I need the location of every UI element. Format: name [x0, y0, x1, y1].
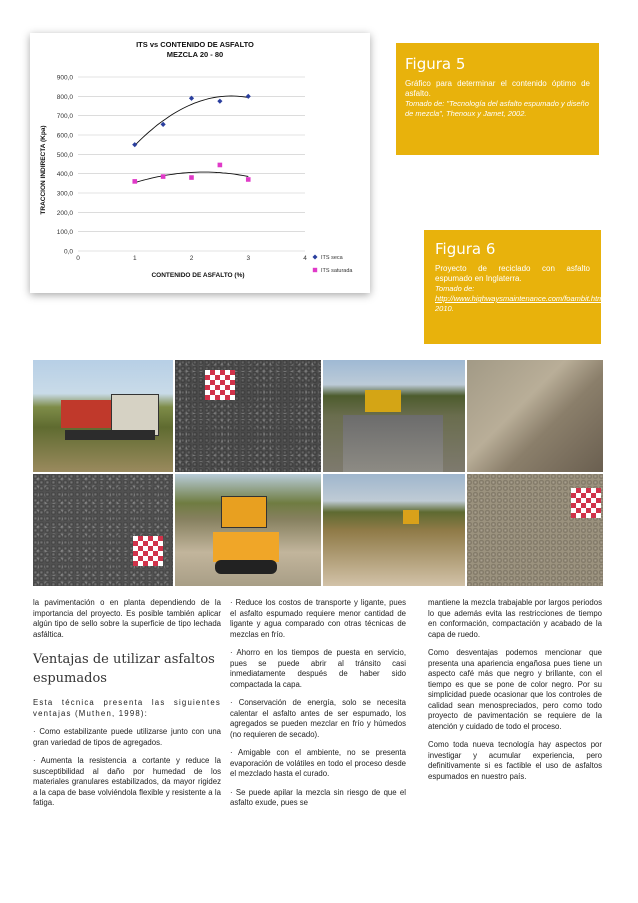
figure-5-source: Tomado de: "Tecnología del asfalto espumado y diseño de mezcla", Thenoux y Jamet, 2002. — [405, 99, 589, 118]
point-its-saturada — [189, 175, 194, 180]
chart-figure-5 — [30, 33, 370, 293]
y-tick-label: 500,0 — [56, 151, 73, 159]
x-tick-label: 0 — [76, 255, 80, 262]
photo-aggregate-2 — [33, 474, 173, 586]
figure-6-title: Figura 6 — [435, 240, 496, 258]
figure-6-source — [435, 294, 606, 314]
col2-bullet-4: · Amigable con el ambiente, no se presenta evaporación de volátiles en todo el proceso desde el mezclado hasta el curado. — [230, 748, 406, 778]
legend-label: ITS seca — [321, 255, 343, 261]
point-its-seca — [132, 142, 137, 147]
y-tick-label: 900,0 — [56, 74, 73, 82]
photo-road-edge — [467, 360, 603, 472]
data-points — [132, 94, 251, 184]
y-tick-label: 400,0 — [56, 171, 73, 179]
figure-6-caption-box — [424, 230, 606, 344]
legend-marker-its-saturada — [313, 268, 317, 272]
y-tick-labels — [57, 75, 74, 256]
photo-aggregate-3 — [467, 474, 603, 586]
figure-6-source-label: Tomado de: — [435, 284, 475, 293]
legend-label: ITS saturada — [321, 268, 353, 274]
photo-paver-road — [323, 360, 465, 472]
x-tick-label: 3 — [246, 255, 251, 262]
figure-6-year: , 2010. — [435, 294, 606, 313]
chart-legend — [313, 255, 354, 275]
text-column-2 — [230, 598, 406, 817]
x-tick-label: 4 — [303, 255, 307, 262]
col3-paragraph-1: mantiene la mezcla trabajable por largos periodos lo que además evita las restricciones de tiempo en conformación, compactación y acabado de la capa de ruedo. — [428, 598, 602, 639]
trend-lines — [135, 96, 249, 183]
photo-roller-compactor — [175, 474, 321, 586]
chart-xlabel: CONTENIDO DE ASFALTO (%) — [151, 272, 245, 279]
chart-title: ITS vs CONTENIDO DE ASFALTO — [136, 40, 254, 49]
trend-line-its-seca — [135, 96, 249, 146]
section-heading-ventajas: Ventajas de utilizar asfaltos espumados — [33, 652, 215, 686]
y-tick-label: 800,0 — [56, 93, 73, 101]
point-its-seca — [246, 94, 251, 99]
point-its-saturada — [246, 177, 251, 182]
col1-intro: la pavimentación o en planta dependiendo de la importancia del proyecto. Es posible también aplicar algún tipo de sello sobre la superficie de tipo lechada asfáltica. — [33, 598, 221, 639]
figure-6-text: Proyecto de reciclado con asfalto espumado en Inglaterra. — [435, 264, 590, 283]
point-its-saturada — [132, 179, 137, 184]
text-column-3 — [428, 598, 602, 790]
col1-lead: Esta técnica presenta las siguientes ventajas (Muthen, 1998): — [33, 698, 221, 718]
figure-5-caption-box — [396, 43, 599, 155]
y-tick-label: 100,0 — [56, 229, 73, 237]
figure-6-link[interactable]: http://www.highwaysmaintenance.com/foambit.htm — [435, 294, 604, 303]
photo-aggregate-1 — [175, 360, 321, 472]
chart-ylabel: TRACCION INDIRECTA (Kpa) — [40, 125, 47, 215]
text-column-1 — [33, 598, 221, 817]
point-its-saturada — [218, 163, 223, 168]
y-tick-label: 0,0 — [63, 248, 73, 256]
chart-svg — [30, 33, 370, 293]
col1-bullet-1: · Como estabilizante puede utilizarse junto con una gran variedad de tipos de agregados. — [33, 727, 221, 747]
legend-marker-its-seca — [313, 255, 318, 260]
photo-trailer-field — [33, 360, 173, 472]
x-tick-labels — [76, 255, 307, 262]
point-its-seca — [217, 99, 222, 104]
col2-bullet-2: · Ahorro en los tiempos de puesta en servicio, pues se puede abrir al tránsito casi inmediatamente después de haber sido compactada la capa. — [230, 648, 406, 689]
y-tick-label: 700,0 — [56, 113, 73, 121]
y-tick-label: 300,0 — [56, 190, 73, 198]
col2-bullet-5: · Se puede apilar la mezcla sin riesgo de que el asfalto exude, pues se — [230, 787, 406, 807]
photo-country-road — [323, 474, 465, 586]
point-its-saturada — [161, 174, 166, 179]
col2-bullet-3: · Conservación de energía, solo se necesita calentar el asfalto antes de ser espumado, los agregados se pueden mezclar en frío y húmedos (no requieren de secado). — [230, 698, 406, 739]
chart-subtitle: MEZCLA 20 - 80 — [166, 50, 224, 59]
col2-bullet-1: · Reduce los costos de transporte y ligante, pues el asfalto espumado requiere menor cantidad de ligante y agua comparado con otras técnicas de mezclas en frío. — [230, 598, 406, 639]
y-tick-label: 200,0 — [56, 209, 73, 217]
x-tick-label: 2 — [189, 255, 194, 262]
gridlines — [78, 77, 305, 251]
figure-5-text: Gráfico para determinar el contenido óptimo de asfalto. — [405, 79, 590, 98]
col1-bullet-2: · Aumenta la resistencia a cortante y reduce la susceptibilidad al daño por humedad de los materiales granulares estabilizados, da mayor rigidez a la capa de base volviéndola flexible y resistente a la fatiga. — [33, 756, 221, 807]
y-tick-label: 600,0 — [56, 132, 73, 140]
figure-5-title: Figura 5 — [405, 55, 466, 73]
col3-paragraph-3: Como toda nueva tecnología hay aspectos por investigar y acumular experiencia, pero definitivamente si es factible el uso de asfaltos espumados en nuestro país. — [428, 740, 602, 781]
col3-paragraph-2: Como desventajas podemos mencionar que presenta una apariencia engañosa pues tiene un aspecto café más que negro y brillante, con el tiempo es que se pone de color negro. Por su simplicidad puede ocasionar que los controles de calidad sean menospreciados, pero como todo proyecto de pavimentación se requiere de la atención y cuidado de todo el proceso. — [428, 648, 602, 731]
x-tick-label: 1 — [132, 255, 137, 262]
